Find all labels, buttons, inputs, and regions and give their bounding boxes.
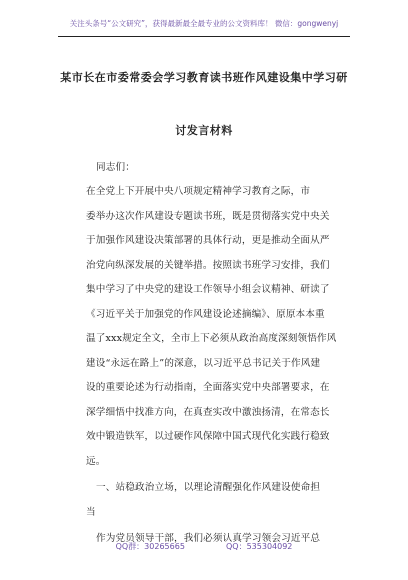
body-line: 同志们：	[96, 162, 135, 173]
body-line: 委举办这次作风建设专题读书班，既是贯彻落实党中央关	[86, 210, 330, 222]
body-line: 治党向纵深发展的关键举措。按照读书班学习安排，我们	[86, 259, 330, 271]
body-line: 设的重要论述为行动指南，全面落实党中央部署要求，在	[86, 382, 330, 393]
footer-contacts	[0, 541, 408, 552]
body-line: 在全党上下开展中央八项规定精神学习教育之际，市	[86, 186, 311, 197]
body-line: 于加强作风建设决策部署的具体行动，更是推动全面从严	[86, 235, 330, 246]
section-heading-continued: 当	[86, 506, 96, 518]
body-line: 建设“永远在路上”的深意，以习近平总书记关于作风建	[86, 357, 321, 369]
body-line: 效中锻造铁军，以过硬作风保障中国式现代化实践行稳致	[86, 431, 330, 442]
document-title: 某市长在市委常委会学习教育读书班作风建设集中学习研	[60, 71, 348, 84]
document-title-continued: 讨发言材料	[175, 124, 233, 137]
body-line: 温了xxx规定全文，全市上下必须从政治高度深刻领悟作风	[86, 333, 337, 344]
footer-qq: QQ：535304092	[226, 542, 293, 551]
body-line: 远。	[86, 455, 106, 467]
header-divider	[58, 36, 350, 37]
body-line: 深学细悟中找准方向，在真查实改中激浊扬清，在常态长	[86, 406, 330, 418]
body-line: 作为党员领导干部，我们必须认真学习领会习近平总	[96, 533, 321, 544]
section-heading: 一、站稳政治立场，以理论清醒强化作风建设使命担	[96, 482, 321, 493]
header-banner: 关注头条号“公文研究”，获得最新最全最专业的公文资料库！ 微信：gongwenyj	[69, 19, 339, 28]
body-line: 集中学习了中央党的建设工作领导小组会议精神、研读了	[86, 284, 330, 295]
body-line: 《习近平关于加强党的作风建设论述摘编》、原原本本重	[86, 308, 325, 320]
footer-qq-group: QQ群：30265665	[115, 542, 185, 551]
